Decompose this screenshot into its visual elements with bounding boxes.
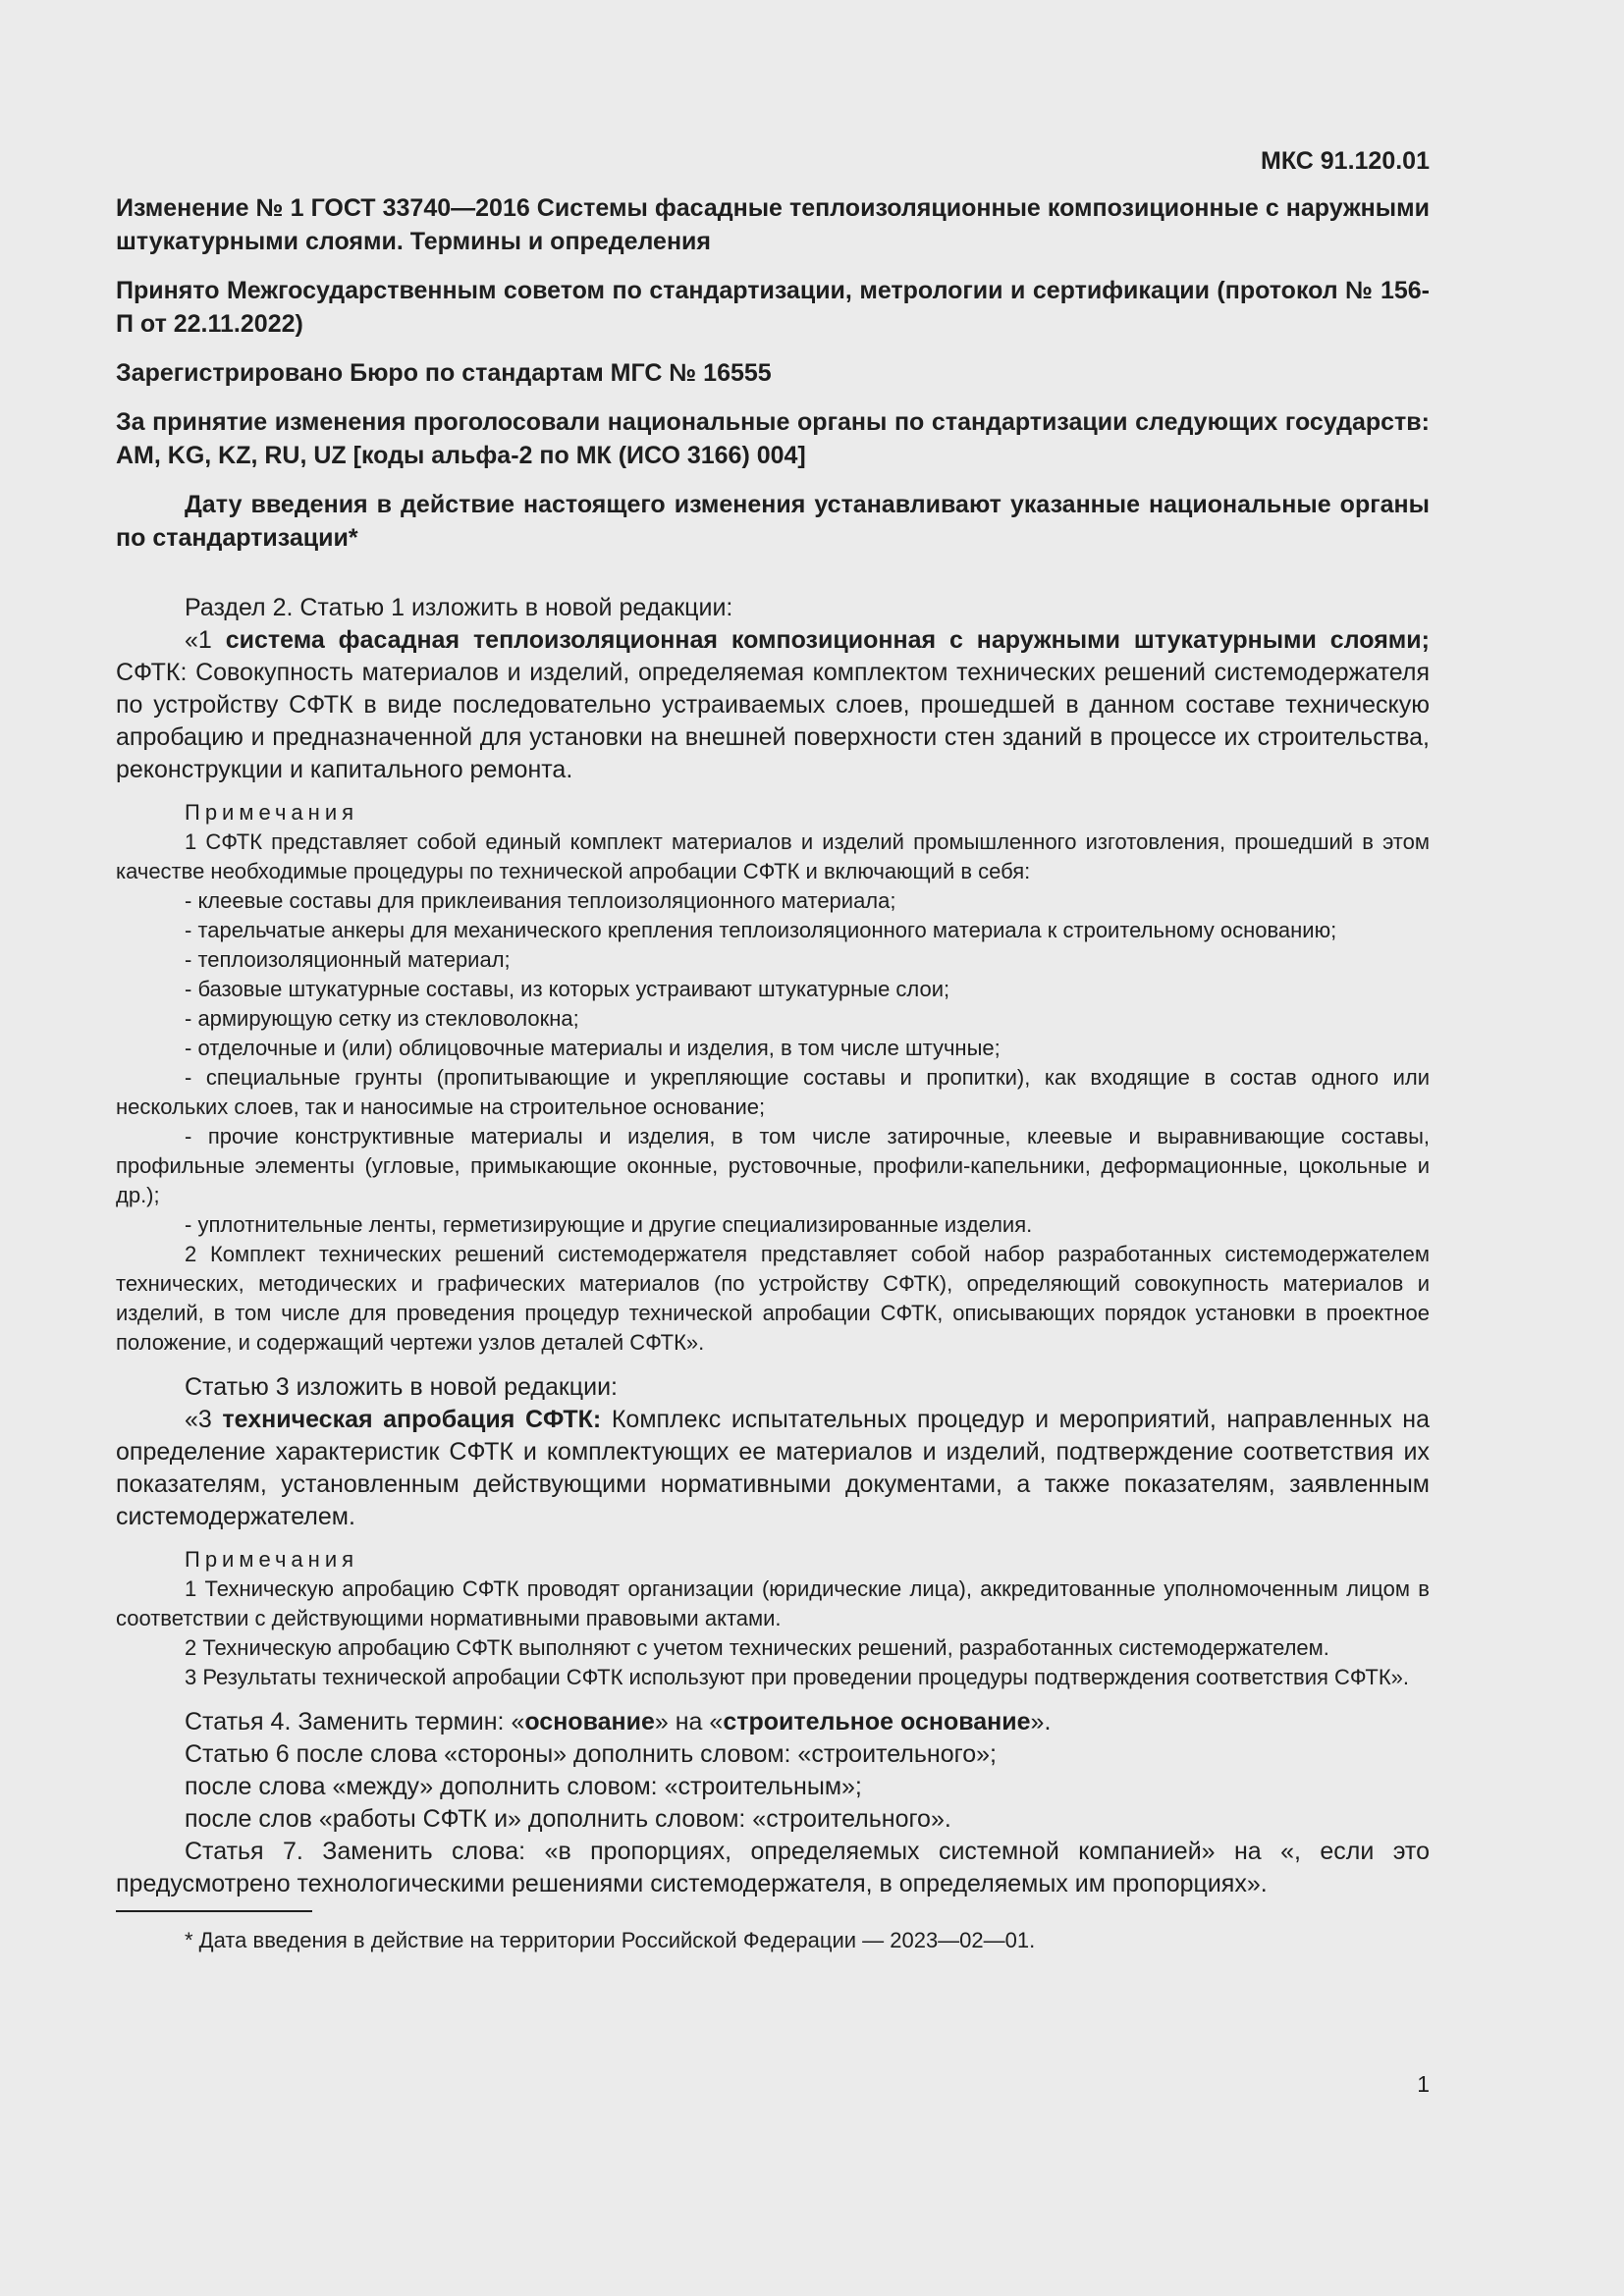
article4-new-term: строительное основание	[723, 1708, 1031, 1735]
note-list-item: - тарельчатые анкеры для механического крепления теплоизоляционного материала к строительному основанию;	[185, 918, 1337, 942]
amendment-title: Изменение № 1 ГОСТ 33740—2016 Системы фасадные теплоизоляционные композиционные с наружными штукатурными слоями. Термины и определения	[116, 194, 1430, 255]
article3-block	[116, 1371, 1430, 1533]
document-page	[116, 147, 1430, 1955]
term3-name: техническая апробация СФТК:	[222, 1406, 602, 1433]
term1-definition: СФТК: Совокупность материалов и изделий, определяемая комплектом технических решений системодержателя по устройству СФТК в виде последовательно устраиваемых слоев, прошедшей в данном составе техническую апробацию и предназначенной для установки на внешней поверхности стен зданий в процессе их строительства, реконструкции и капитального ремонта.	[116, 659, 1430, 783]
adoption-statement: Принято Межгосударственным советом по стандартизации, метрологии и сертификации (протокол № 156-П от 22.11.2022)	[116, 277, 1430, 338]
note-list-item: - прочие конструктивные материалы и изделия, в том числе затирочные, клеевые и выравнивающие составы, профильные элементы (угловые, примыкающие оконные, рустовочные, профили-капельники, деформационные, цокольные и др.);	[116, 1124, 1430, 1207]
page-number: 1	[1417, 2071, 1430, 2097]
note-list-item: - отделочные и (или) облицовочные материалы и изделия, в том числе штучные;	[185, 1036, 1001, 1060]
notes-title: Примечания	[185, 1547, 359, 1572]
note-list-item: - теплоизоляционный материал;	[185, 947, 511, 972]
article6-change-2: после слова «между» дополнить словом: «строительным»;	[185, 1773, 862, 1800]
note-1: 1 СФТК представляет собой единый комплект материалов и изделий промышленного изготовления, прошедший в этом качестве необходимые процедуры по технической апробации СФТК и включающий в себя:	[116, 829, 1430, 883]
article4-change	[116, 1706, 1430, 1738]
voting-statement: За принятие изменения проголосовали национальные органы по стандартизации следующих государств: AM, KG, KZ, RU, UZ [коды альфа-2 по МК (ИСО 3166) 004]	[116, 408, 1430, 469]
note-list-item: - клеевые составы для приклеивания теплоизоляционного материала;	[185, 888, 896, 913]
article6-change-3: после слов «работы СФТК и» дополнить словом: «строительного».	[185, 1805, 951, 1833]
note-1: 1 Техническую апробацию СФТК проводят организации (юридические лица), аккредитованные уполномоченным лицом в соответствии с действующими нормативными правовыми актами.	[116, 1576, 1430, 1630]
notes-block-1	[116, 798, 1430, 1358]
article3-intro: Статью 3 изложить в новой редакции:	[185, 1373, 618, 1401]
note-2: 2 Техническую апробацию СФТК выполняют с учетом технических решений, разработанных системодержателем.	[185, 1635, 1329, 1660]
section2-block	[116, 592, 1430, 786]
notes-title: Примечания	[185, 800, 359, 825]
note-list-item: - армирующую сетку из стекловолокна;	[185, 1006, 579, 1031]
changes-block	[116, 1706, 1430, 1900]
article4-end: ».	[1030, 1708, 1052, 1735]
section2-intro: Раздел 2. Статью 1 изложить в новой редакции:	[185, 594, 733, 621]
note-3: 3 Результаты технической апробации СФТК используют при проведении процедуры подтверждения соответствия СФТК».	[185, 1665, 1409, 1689]
term1-prefix: «1	[185, 626, 226, 654]
term1-paragraph	[116, 624, 1430, 786]
term3-prefix: «3	[185, 1406, 223, 1433]
article4-mid: » на «	[654, 1708, 724, 1735]
article4-old-term: основание	[524, 1708, 655, 1735]
article6-change-1: Статью 6 после слова «стороны» дополнить словом: «строительного»;	[185, 1740, 997, 1768]
note-2: 2 Комплект технических решений системодержателя представляет собой набор разработанных системодержателем технических, методических и графических материалов (по устройству СФТК), определяющий совокупность материалов и изделий, в том числе для проведения процедур технической апробации СФТК, описывающих порядок установки в проектное положение, и содержащий чертежи узлов деталей СФТК».	[116, 1242, 1430, 1355]
article4-prefix: Статья 4. Заменить термин: «	[185, 1708, 525, 1735]
note-list-item: - специальные грунты (пропитывающие и укрепляющие составы и пропитки), как входящие в состав одного или нескольких слоев, так и наносимые на строительное основание;	[116, 1065, 1430, 1119]
footnote: * Дата введения в действие на территории Российской Федерации — 2023—02—01.	[185, 1928, 1036, 1952]
term3-definition: Комплекс испытательных процедур и мероприятий, направленных на определение характеристик СФТК и комплектующих ее материалов и изделий, подтверждение соответствия их показателям, установленным действующими нормативными документами, а также показателям, заявленным системодержателем.	[116, 1406, 1430, 1530]
classification-code: МКС 91.120.01	[1261, 147, 1430, 175]
notes-block-2	[116, 1545, 1430, 1692]
date-intro-statement: Дату введения в действие настоящего изменения устанавливают указанные национальные органы по стандартизации*	[116, 491, 1430, 552]
footnote-divider	[116, 1910, 312, 1912]
note-list-item: - базовые штукатурные составы, из которых устраивают штукатурные слои;	[185, 977, 950, 1001]
note-list-item: - уплотнительные ленты, герметизирующие и другие специализированные изделия.	[185, 1212, 1033, 1237]
term1-name: система фасадная теплоизоляционная композиционная с наружными штукатурными слоями;	[225, 626, 1430, 654]
term3-paragraph	[116, 1404, 1430, 1533]
article7-change: Статья 7. Заменить слова: «в пропорциях, определяемых системной компанией» на «, если это предусмотрено технологическими решениями системодержателя, в определяемых им пропорциях».	[116, 1838, 1430, 1897]
registration-statement: Зарегистрировано Бюро по стандартам МГС № 16555	[116, 359, 772, 387]
